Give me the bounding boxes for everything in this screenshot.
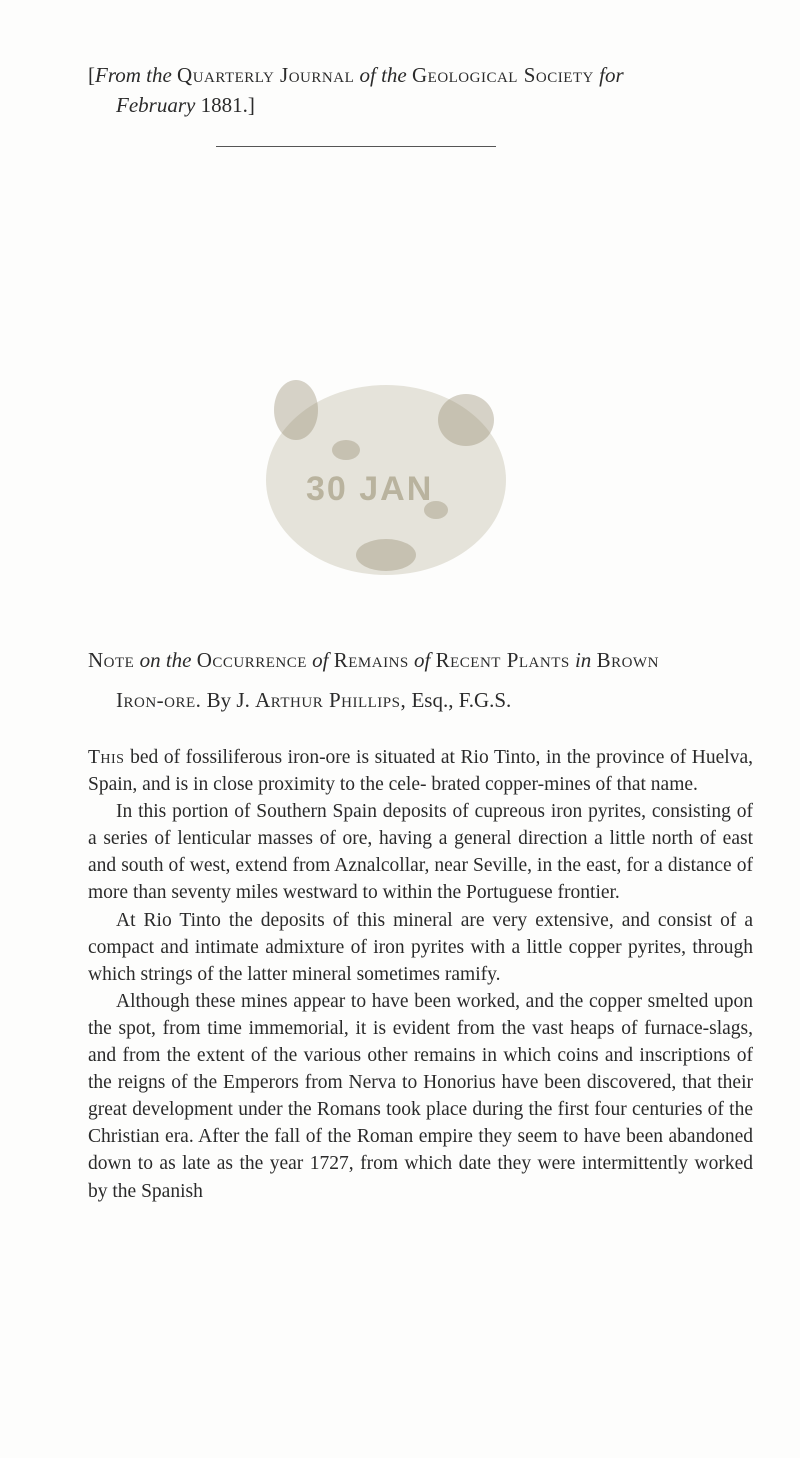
header-rule <box>216 146 496 147</box>
bracket: [ <box>88 63 95 87</box>
author-name: Arthur Phillips, <box>255 688 407 712</box>
author-credentials: Esq., F.G.S. <box>411 688 512 712</box>
source-of-the: of the <box>359 63 407 87</box>
paragraph-4: Although these mines appear to have been worked, and the copper smelted upon the spot, from time immemorial, it is evident from the vast heaps of furnace-slags, and from the extent of the various other remains in which coins and inscriptions of the reigns of the Emperors from Nerva to Honorius have been discovered, that their great development under the Romans took place during the first four centuries of the Christian era. After the fall of the Roman empire they seem to have been abandoned down to as late as the year 1727, from which date they were intermittently worked by the Spanish <box>88 990 753 1202</box>
paragraph-2: In this portion of Southern Spain deposits of cupreous iron pyrites, consisting of a series of lenticular masses of ore, having a general direction a little north of east and south of west, extend from Aznalcollar, near Seville, in the east, for a distance of more than seventy miles westward to within the Portuguese frontier. <box>88 801 753 904</box>
title-on-the: on the <box>139 648 192 672</box>
title-of-1: of <box>312 648 329 672</box>
title-in: in <box>574 648 592 672</box>
source-line-1 <box>88 60 728 90</box>
society-name: Geological Society <box>411 63 594 87</box>
source-note <box>88 60 728 120</box>
title-line-1 <box>88 640 768 680</box>
stamp-text: 30 JAN <box>306 470 434 508</box>
title-recent-plants: Recent Plants <box>435 648 570 672</box>
source-year: 1881.] <box>200 93 255 117</box>
source-line-2 <box>88 90 728 120</box>
article-title <box>88 640 768 720</box>
title-by: By J. <box>206 688 250 712</box>
paragraph-1 <box>88 744 753 798</box>
title-note: Note <box>88 648 135 672</box>
paragraph-1-lead: This <box>88 747 125 768</box>
paragraph-1-text: bed of fossiliferous iron-ore is situated at Rio Tinto, in the province of Huelva, Spain, and is in close proximity to the cele- brated copper-mines of that name. <box>88 747 753 796</box>
source-for: for <box>599 63 624 87</box>
title-remains: Remains <box>333 648 409 672</box>
title-brown: Brown <box>596 648 659 672</box>
title-of-2: of <box>414 648 431 672</box>
journal-name: Quarterly Journal <box>177 63 355 87</box>
source-month: February <box>116 93 196 117</box>
article-body <box>88 744 753 1205</box>
title-occurrence: Occurrence <box>196 648 307 672</box>
title-iron-ore: Iron-ore. <box>116 688 202 712</box>
title-line-2 <box>88 680 768 720</box>
source-from: From the <box>95 63 172 87</box>
library-stamp <box>236 340 536 600</box>
paragraph-3: At Rio Tinto the deposits of this mineral are very extensive, and consist of a compact and intimate admixture of iron pyrites with a little copper pyrites, through which strings of the latter mineral sometimes ramify. <box>88 909 753 985</box>
